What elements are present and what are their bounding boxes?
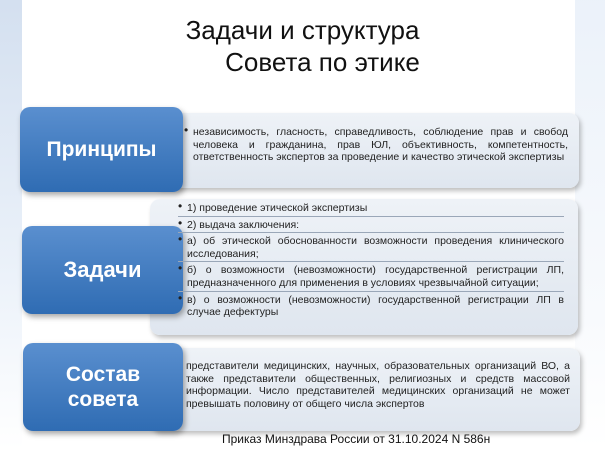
principles-tile (20, 107, 183, 192)
tasks-bullet-4: • б) о возможности (невозможности) государственной регистрации ЛП, предназначенного для применения в условиях чрезвычайной ситуации; (178, 264, 564, 291)
footer-source: Приказ Минздрава России от 31.10.2024 N 586н (222, 432, 491, 446)
tasks-bullet-3: • а) об этической обоснованности возможности проведения клинического исследования; (178, 235, 564, 262)
tasks-bullet-5: • в) о возможности (невозможности) государственной регистрации ЛП в случае дефектуры (178, 294, 564, 320)
principles-label: Принципы (46, 137, 157, 161)
principles-list (184, 126, 568, 164)
composition-label-line-1: Состав (65, 363, 141, 386)
tasks-tile (22, 226, 183, 314)
slide-title-line-1: Задачи и структура (185, 15, 420, 45)
composition-text: представители медицинских, научных, образовательных организаций ВО, а также представители общественных, религиозных и средств массовой информации. Число представителей медицинских организаций не может превышать половину от общего числа экспертов (186, 360, 570, 410)
slide-title (0, 14, 605, 78)
tasks-bullet-1: • 1) проведение этической экспертизы (178, 202, 564, 217)
tasks-label: Задачи (63, 257, 142, 282)
tasks-list (178, 202, 564, 322)
slide-title-line-2: Совета по этике (225, 47, 420, 77)
tasks-bullet-2: • 2) выдача заключения: (178, 219, 564, 234)
principles-bullet: • независимость, гласность, справедливость, соблюдение прав и свобод человека и гражданина, прав ЮЛ, объективность, компетентность, ответственность экспертов за проведение и качество этической экспертизы (184, 126, 568, 164)
composition-label-line-2: совета (67, 388, 139, 411)
composition-tile (23, 343, 183, 431)
